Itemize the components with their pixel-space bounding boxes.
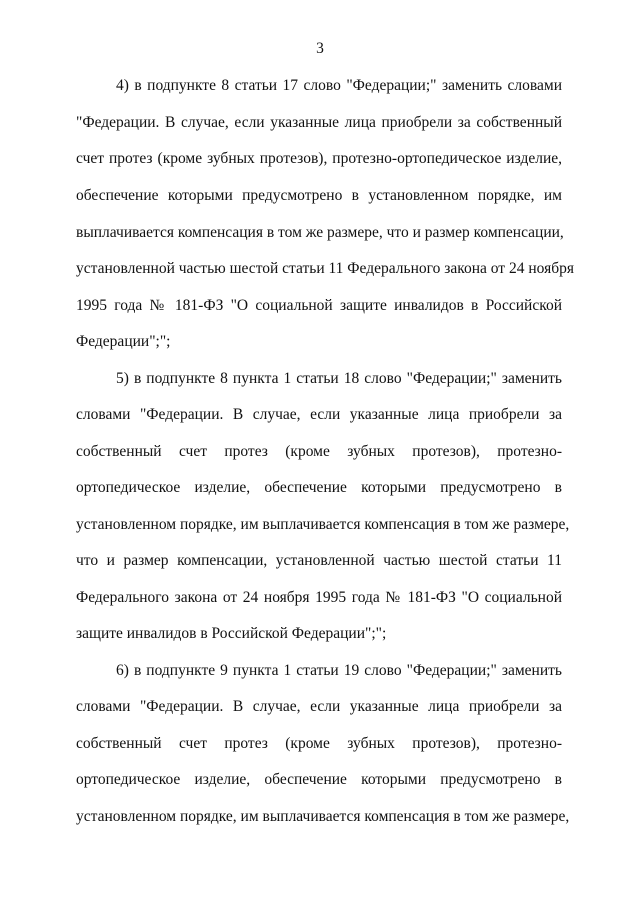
text-line: защите инвалидов в Российской Федерации";"; [76, 625, 387, 642]
text-line: Федерации";"; [76, 333, 171, 350]
text-line: собственный счет протез (кроме зубных протезов), протезно- [76, 443, 562, 460]
text-line: установленном порядке, им выплачивается компенсация в том же размере, [76, 516, 570, 533]
text-line: 1995 года № 181-ФЗ "О социальной защите инвалидов в Российской [76, 297, 562, 314]
text-line: ортопедическое изделие, обеспечение которыми предусмотрено в [76, 479, 562, 496]
text-line: собственный счет протез (кроме зубных протезов), протезно- [76, 735, 562, 752]
text-line: словами "Федерации. В случае, если указанные лица приобрели за [76, 698, 562, 715]
text-line: обеспечение которыми предусмотрено в установленном порядке, им [76, 187, 562, 204]
text-line: 6) в подпункте 9 пункта 1 статьи 19 слово "Федерации;" заменить [116, 662, 562, 679]
text-line: "Федерации. В случае, если указанные лица приобрели за собственный [76, 114, 562, 131]
text-line: счет протез (кроме зубных протезов), протезно-ортопедическое изделие, [76, 150, 562, 167]
text-line: 5) в подпункте 8 пункта 1 статьи 18 слово "Федерации;" заменить [116, 370, 562, 387]
text-line: выплачивается компенсация в том же размере, что и размер компенсации, [76, 224, 564, 241]
text-line: установленном порядке, им выплачивается компенсация в том же размере, [76, 808, 570, 825]
text-line: установленной частью шестой статьи 11 Федерального закона от 24 ноября [76, 260, 574, 277]
page-number: 3 [316, 40, 324, 57]
text-line: ортопедическое изделие, обеспечение которыми предусмотрено в [76, 771, 562, 788]
text-line: словами "Федерации. В случае, если указанные лица приобрели за [76, 406, 562, 423]
text-line: 4) в подпункте 8 статьи 17 слово "Федерации;" заменить словами [116, 77, 562, 94]
text-line: что и размер компенсации, установленной частью шестой статьи 11 [76, 552, 562, 569]
text-line: Федерального закона от 24 ноября 1995 года № 181-ФЗ "О социальной [76, 589, 562, 606]
